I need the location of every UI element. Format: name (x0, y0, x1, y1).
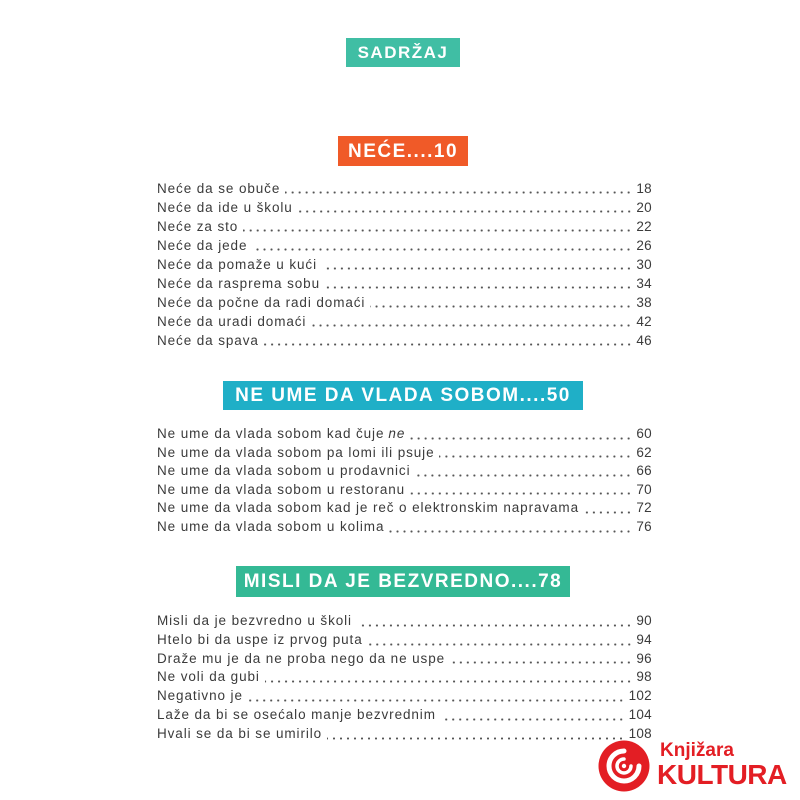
dot-leader (248, 687, 625, 706)
entry-page: 102 (628, 688, 652, 704)
entry-page: 76 (636, 518, 652, 534)
toc-entry (157, 650, 652, 669)
entry-title: Laže da bi se osećalo manje bezvrednim (157, 706, 436, 722)
toc-entry (157, 518, 652, 537)
dot-leader (252, 236, 632, 255)
entry-title: Ne ume da vlada sobom u prodavnici (157, 463, 411, 479)
entry-page: 30 (636, 257, 652, 272)
entry-title: Neće da se obuče (157, 181, 281, 196)
entry-page: 18 (636, 181, 652, 196)
toc-list (157, 179, 652, 350)
dot-leader (410, 425, 632, 444)
entry-page: 94 (636, 631, 652, 647)
toc-list (157, 425, 652, 537)
dot-leader (325, 274, 632, 293)
entry-title: Hvali se da bi se umirilo (157, 725, 323, 741)
section-heading-wrapper (0, 566, 800, 597)
entry-title-emphasis: ne (388, 426, 406, 441)
dot-leader (450, 650, 632, 669)
entry-page: 42 (636, 314, 652, 329)
entry-page: 90 (636, 613, 652, 628)
entry-page: 26 (636, 238, 652, 253)
entry-title: Neće da jede (157, 238, 248, 253)
logo-text-knjizara: Knjižara (660, 740, 734, 761)
entry-page: 104 (628, 706, 652, 722)
entry-title: Ne ume da vlada sobom kad je reč o elektronskim napravama (157, 500, 579, 516)
entry-title: Neće da spava (157, 333, 259, 348)
entry-page: 46 (636, 333, 652, 348)
entry-page: 22 (636, 219, 652, 234)
toc-entry (157, 293, 652, 312)
entry-title (157, 425, 405, 444)
dot-leader (322, 255, 632, 274)
entry-title: Ne ume da vlada sobom u restoranu (157, 481, 406, 497)
page-title-wrapper (0, 38, 800, 67)
dot-leader (368, 631, 633, 650)
entry-page: 34 (636, 276, 652, 291)
entry-page: 72 (636, 500, 652, 516)
entry-title: Neće da pomaže u kući (157, 257, 317, 272)
entry-page: 38 (636, 295, 652, 310)
toc-entry (157, 274, 652, 293)
toc-entry (157, 687, 652, 706)
entry-page: 62 (636, 444, 652, 460)
entry-title: Htelo bi da uspe iz prvog puta (157, 631, 363, 647)
dot-leader (298, 198, 633, 217)
dot-leader (264, 331, 633, 350)
entry-title: Ne ume da vlada sobom pa lomi ili psuje (157, 444, 435, 460)
dot-leader (370, 293, 632, 312)
entry-page: 20 (636, 200, 652, 215)
dot-leader (327, 725, 625, 744)
section-heading: NE UME DA VLADA SOBOM....50 (223, 381, 583, 410)
page-title-badge: SADRŽAJ (346, 38, 461, 67)
entry-title: Neće da počne da radi domaći (157, 295, 366, 310)
toc-entry (157, 462, 652, 481)
entry-page: 108 (628, 725, 652, 741)
entry-title: Neće da uradi domaći (157, 314, 307, 329)
section-heading: NEĆE....10 (338, 136, 468, 166)
toc-list (157, 612, 652, 744)
toc-entry (157, 179, 652, 198)
toc-entry (157, 631, 652, 650)
dot-leader (357, 612, 632, 631)
kultura-logo-icon (598, 740, 650, 792)
toc-entry (157, 255, 652, 274)
entry-title: Negativno je (157, 688, 243, 704)
entry-page: 98 (636, 669, 652, 685)
toc-entry (157, 499, 652, 518)
toc-entry (157, 444, 652, 463)
toc-entry (157, 612, 652, 631)
entry-page: 66 (636, 463, 652, 479)
dot-leader (584, 499, 632, 518)
entry-title: Misli da je bezvredno u školi (157, 613, 352, 628)
toc-entry (157, 312, 652, 331)
dot-leader (389, 518, 632, 537)
section-heading-wrapper (0, 381, 800, 410)
entry-page: 70 (636, 481, 652, 497)
toc-entry (157, 331, 652, 350)
toc-entry (157, 706, 652, 725)
dot-leader (410, 481, 632, 500)
entry-title: Ne voli da gubi (157, 669, 260, 685)
entry-title: Ne ume da vlada sobom u kolima (157, 518, 385, 534)
entry-title: Neće da ide u školu (157, 200, 293, 215)
dot-leader (265, 668, 633, 687)
dot-leader (285, 179, 632, 198)
toc-entry (157, 236, 652, 255)
entry-title: Draže mu je da ne proba nego da ne uspe (157, 650, 446, 666)
dot-leader (441, 706, 625, 725)
entry-page: 60 (636, 426, 652, 441)
toc-entry (157, 217, 652, 236)
toc-entry (157, 481, 652, 500)
toc-entry (157, 725, 652, 744)
toc-entry (157, 668, 652, 687)
toc-entry (157, 198, 652, 217)
section-heading: MISLI DA JE BEZVREDNO....78 (236, 566, 571, 597)
dot-leader (243, 217, 632, 236)
entry-title: Neće za sto (157, 219, 239, 234)
entry-title-text: Ne ume da vlada sobom kad čuje (157, 426, 385, 441)
logo-text-kultura: KULTURA (657, 759, 787, 790)
dot-leader (311, 312, 632, 331)
dot-leader (439, 444, 632, 463)
section-heading-wrapper (0, 136, 800, 166)
entry-page: 96 (636, 650, 652, 666)
toc-entry (157, 425, 652, 444)
entry-title: Neće da rasprema sobu (157, 276, 320, 291)
dot-leader (415, 462, 632, 481)
